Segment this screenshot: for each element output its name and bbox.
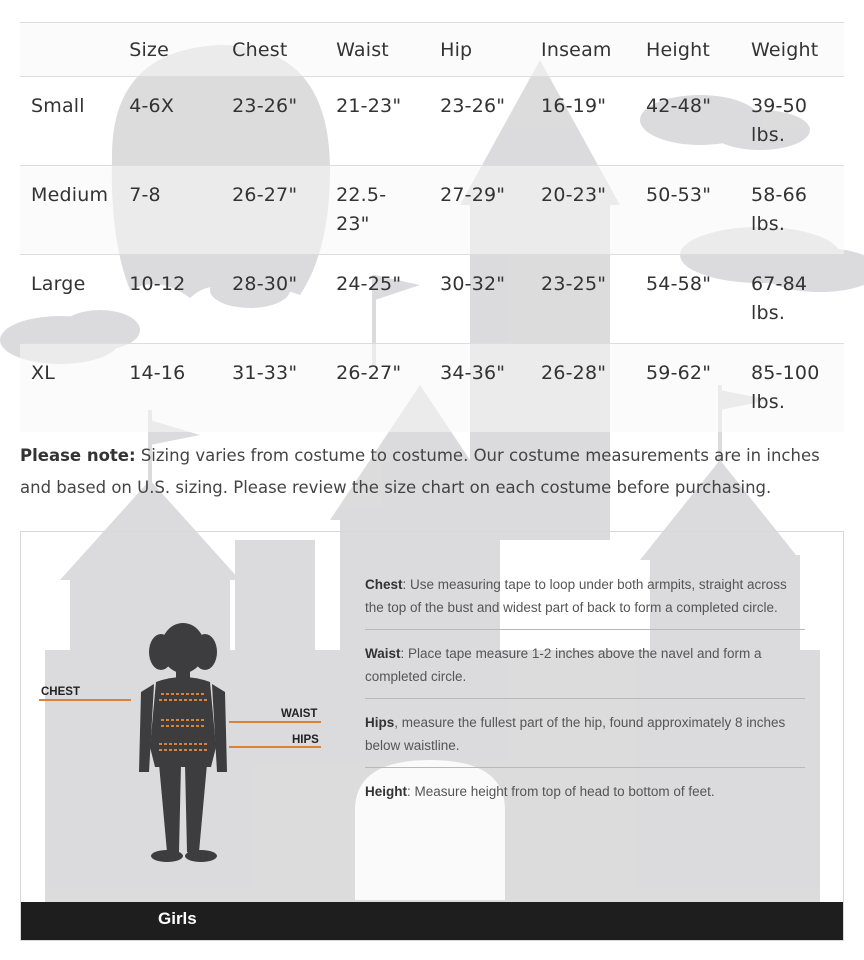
guide-footer-label: Girls — [158, 909, 197, 928]
table-cell: 58-66 lbs. — [750, 184, 808, 235]
header-cell-inseam: Inseam — [541, 39, 612, 61]
table-row — [20, 344, 844, 433]
table-cell: 21-23" — [336, 95, 402, 117]
table-cell: 26-28" — [541, 362, 607, 384]
instruction-text: : Place tape measure 1-2 inches above the navel and form a completed circle. — [365, 646, 762, 684]
table-row — [20, 77, 844, 166]
table-cell: 50-53" — [646, 184, 712, 206]
table-cell: 14-16 — [129, 362, 186, 384]
header-cell-weight: Weight — [750, 39, 819, 61]
table-cell: Medium — [31, 184, 109, 206]
table-header-row — [20, 23, 844, 77]
table-cell: Small — [31, 95, 85, 117]
table-cell: 30-32" — [440, 273, 506, 295]
header-cell-chest: Chest — [232, 39, 288, 61]
table-row — [20, 255, 844, 344]
table-cell: 23-25" — [541, 273, 607, 295]
table-cell: 42-48" — [646, 95, 712, 117]
table-cell: 85-100 lbs. — [750, 362, 820, 413]
table-cell: 31-33" — [232, 362, 298, 384]
instruction-term: Chest — [365, 577, 403, 592]
guide-footer-bar — [21, 902, 843, 940]
header-cell-blank — [20, 23, 118, 77]
instruction-height — [365, 777, 805, 813]
table-cell: 39-50 lbs. — [750, 95, 808, 146]
sizing-note-text: Sizing varies from costume to costume. Our costume measurements are in inches and based on U.S. sizing. Please review the size chart on each costume before purchasing. — [20, 446, 820, 497]
table-cell: 59-62" — [646, 362, 712, 384]
instruction-term: Height — [365, 784, 407, 799]
table-cell: 4-6X — [129, 95, 175, 117]
sizing-note-label: Please note: — [20, 446, 136, 465]
table-cell: 24-25" — [336, 273, 402, 295]
header-cell-waist: Waist — [336, 39, 389, 61]
table-cell: 26-27" — [232, 184, 298, 206]
table-cell: 34-36" — [440, 362, 506, 384]
table-cell: XL — [31, 362, 56, 384]
table-cell: Large — [31, 273, 86, 295]
instruction-text: : Measure height from top of head to bottom of feet. — [407, 784, 715, 799]
waist-label: WAIST — [281, 708, 318, 720]
table-cell: 10-12 — [129, 273, 186, 295]
header-cell-height: Height — [646, 39, 711, 61]
table-cell: 67-84 lbs. — [750, 273, 808, 324]
instruction-waist — [365, 639, 805, 699]
measurement-instructions — [365, 570, 805, 822]
table-cell: 16-19" — [541, 95, 607, 117]
table-cell: 27-29" — [440, 184, 506, 206]
instruction-text: : Use measuring tape to loop under both armpits, straight across the top of the bust and widest part of back to form a completed circle. — [365, 577, 787, 615]
table-cell: 23-26" — [440, 95, 506, 117]
hips-label: HIPS — [292, 734, 319, 746]
table-row — [20, 166, 844, 255]
table-cell: 23-26" — [232, 95, 298, 117]
header-cell-hip: Hip — [440, 39, 473, 61]
measurement-guide — [20, 531, 844, 941]
header-cell-size: Size — [129, 39, 169, 61]
sizing-note — [20, 440, 844, 504]
instruction-term: Waist — [365, 646, 401, 661]
table-cell: 20-23" — [541, 184, 607, 206]
chest-label: CHEST — [41, 686, 80, 698]
instruction-term: Hips — [365, 715, 395, 730]
instruction-hips — [365, 708, 805, 768]
instruction-text: , measure the fullest part of the hip, found approximately 8 inches below waistline. — [365, 715, 786, 753]
table-cell: 22.5-23" — [336, 184, 387, 235]
size-chart-table — [20, 22, 844, 432]
instruction-chest — [365, 570, 805, 630]
table-cell: 28-30" — [232, 273, 298, 295]
table-cell: 54-58" — [646, 273, 712, 295]
table-cell: 7-8 — [129, 184, 161, 206]
table-cell: 26-27" — [336, 362, 402, 384]
